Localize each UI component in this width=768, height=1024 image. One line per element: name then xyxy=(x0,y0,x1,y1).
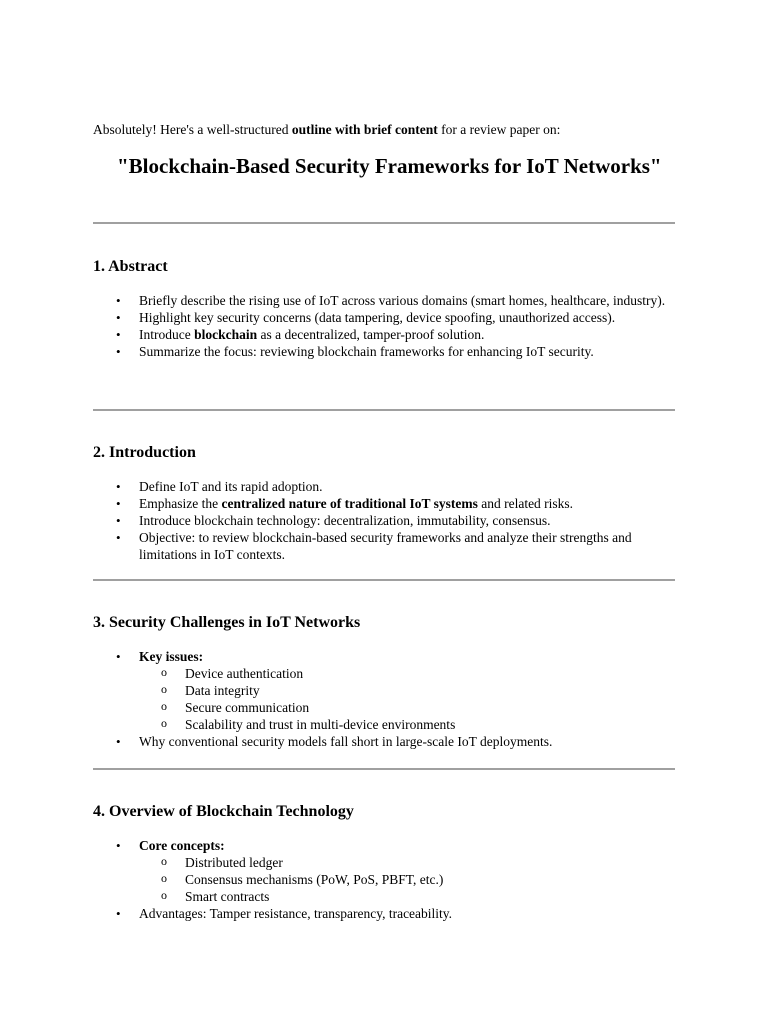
sub-list-item xyxy=(139,699,675,716)
sub-list-item-text: Scalability and trust in multi-device environments xyxy=(185,717,456,732)
sub-list xyxy=(139,854,675,905)
bullet-icon: • xyxy=(116,327,121,342)
section-heading: 3. Security Challenges in IoT Networks xyxy=(93,614,361,631)
circle-bullet-icon: o xyxy=(161,871,167,885)
bullet-list xyxy=(93,837,675,922)
list-item-text: as a decentralized, tamper-proof solution. xyxy=(257,327,485,342)
circle-bullet-icon: o xyxy=(161,699,167,713)
bullet-icon: • xyxy=(116,838,121,853)
list-item xyxy=(93,309,675,326)
list-item-text: Why conventional security models fall short in large-scale IoT deployments. xyxy=(139,734,553,749)
section-blockchain-overview xyxy=(93,802,675,922)
intro-line xyxy=(93,121,560,138)
list-item xyxy=(93,495,675,512)
section-introduction xyxy=(93,443,675,563)
divider xyxy=(93,768,675,770)
sub-list xyxy=(139,665,675,733)
circle-bullet-icon: o xyxy=(161,682,167,696)
bullet-icon: • xyxy=(116,310,121,325)
sub-list-item-text: Consensus mechanisms (PoW, PoS, PBFT, etc.) xyxy=(185,872,444,887)
list-item-text: Introduce xyxy=(139,327,195,342)
bullet-list xyxy=(93,292,675,360)
sub-list-item xyxy=(139,682,675,699)
list-item-text: Advantages: Tamper resistance, transparency, traceability. xyxy=(139,906,453,921)
bullet-icon: • xyxy=(116,649,121,664)
section-heading: 2. Introduction xyxy=(93,444,196,461)
list-item-text: Objective: to review blockchain-based security frameworks and analyze their strengths and limitations in IoT contexts. xyxy=(139,530,632,562)
list-item xyxy=(93,648,675,733)
intro-prefix: Absolutely! Here's a well-structured xyxy=(93,122,292,137)
circle-bullet-icon: o xyxy=(161,716,167,730)
list-item xyxy=(93,292,675,309)
bullet-icon: • xyxy=(116,513,121,528)
sub-list-item xyxy=(139,888,675,905)
list-item xyxy=(93,905,675,922)
bullet-list xyxy=(93,648,675,750)
bullet-list xyxy=(93,478,675,563)
sub-list-item-text: Distributed ledger xyxy=(185,855,283,870)
list-item-text: Introduce blockchain technology: decentralization, immutability, consensus. xyxy=(139,513,551,528)
list-item xyxy=(93,733,675,750)
sub-list-item-text: Data integrity xyxy=(185,683,260,698)
list-item xyxy=(93,343,675,360)
list-item-text: Summarize the focus: reviewing blockchain frameworks for enhancing IoT security. xyxy=(139,344,594,359)
circle-bullet-icon: o xyxy=(161,665,167,679)
bullet-icon: • xyxy=(116,344,121,359)
sub-list-item-text: Device authentication xyxy=(185,666,304,681)
list-item-text: and related risks. xyxy=(477,496,574,511)
bullet-icon: • xyxy=(116,293,121,308)
divider xyxy=(93,222,675,224)
sub-list-item xyxy=(139,854,675,871)
list-item-bold: centralized nature of traditional IoT systems xyxy=(221,496,478,511)
list-item xyxy=(93,512,675,529)
list-item xyxy=(93,837,675,905)
bullet-icon: • xyxy=(116,496,121,511)
list-item xyxy=(93,529,675,563)
document-title xyxy=(93,154,675,179)
bullet-icon: • xyxy=(116,906,121,921)
divider xyxy=(93,579,675,581)
intro-bold: outline with brief content xyxy=(291,122,438,137)
section-security-challenges xyxy=(93,613,675,750)
list-item-text: Define IoT and its rapid adoption. xyxy=(139,479,323,494)
list-item-text: Highlight key security concerns (data tampering, device spoofing, unauthorized access). xyxy=(139,310,616,325)
sub-list-item xyxy=(139,871,675,888)
list-item-bold: Key issues: xyxy=(139,649,204,664)
bullet-icon: • xyxy=(116,734,121,749)
divider xyxy=(93,409,675,411)
list-item-text: Emphasize the xyxy=(139,496,222,511)
intro-suffix: for a review paper on: xyxy=(437,122,561,137)
sub-list-item xyxy=(139,716,675,733)
circle-bullet-icon: o xyxy=(161,854,167,868)
bullet-icon: • xyxy=(116,479,121,494)
section-heading: 4. Overview of Blockchain Technology xyxy=(93,803,354,820)
list-item xyxy=(93,478,675,495)
sub-list-item xyxy=(139,665,675,682)
list-item-text: Briefly describe the rising use of IoT across various domains (smart homes, healthcare, industry). xyxy=(139,293,666,308)
list-item-bold: Core concepts: xyxy=(139,838,225,853)
section-abstract xyxy=(93,257,675,360)
sub-list-item-text: Secure communication xyxy=(185,700,310,715)
circle-bullet-icon: o xyxy=(161,888,167,902)
list-item xyxy=(93,326,675,343)
bullet-icon: • xyxy=(116,530,121,545)
section-heading: 1. Abstract xyxy=(93,258,168,275)
document-title-text: "Blockchain-Based Security Frameworks for IoT Networks" xyxy=(117,154,662,178)
sub-list-item-text: Smart contracts xyxy=(185,889,270,904)
list-item-bold: blockchain xyxy=(194,327,258,342)
